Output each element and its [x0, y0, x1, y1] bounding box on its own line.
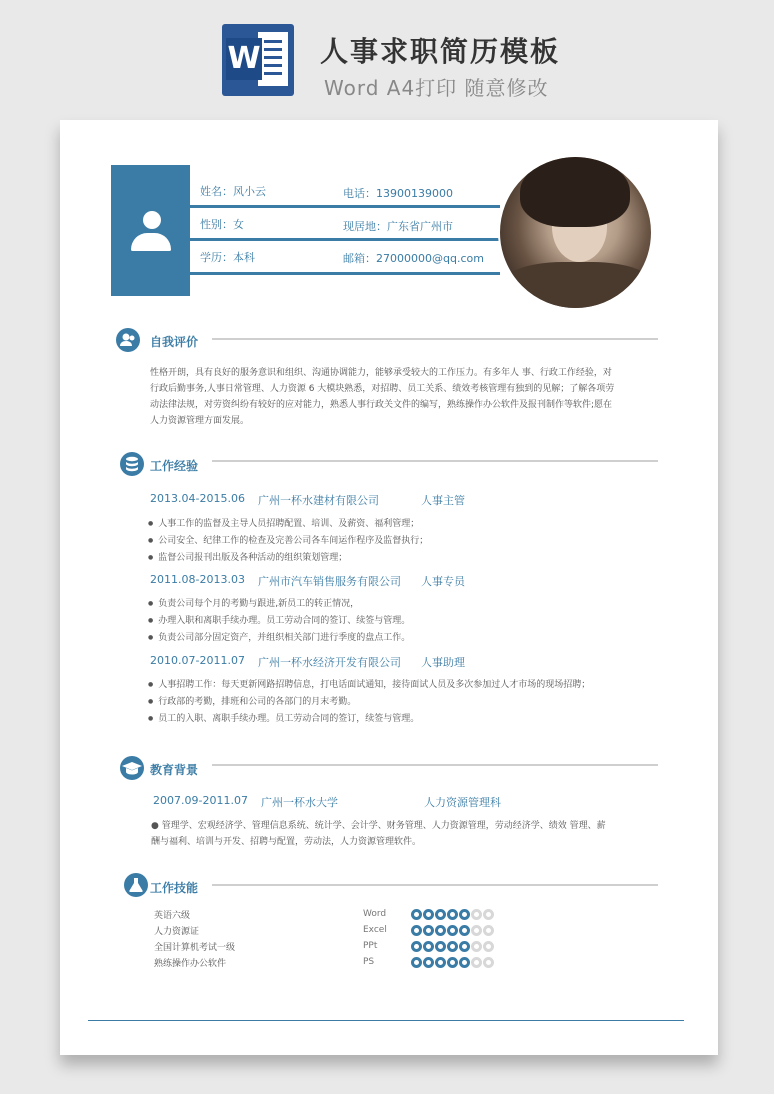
self-eval-line: 行政后勤事务,人事日常管理、人力资源 6 大模块熟悉，对招聘、员工关系、绩效考核管理有独到的见解；了解各项劳: [150, 384, 615, 394]
info-divider: [190, 238, 500, 241]
edu-period: 2007.09-2011.07: [153, 794, 248, 807]
courses-line: 酬与福利、培训与开发、招聘与配置，劳动法，人力资源管理软件。: [151, 837, 422, 847]
flask-icon: [124, 873, 148, 897]
rating-dot-filled: [435, 925, 446, 936]
rating-dot-filled: [423, 941, 434, 952]
footer-divider: [88, 1020, 684, 1021]
word-logo-letter: W: [226, 38, 262, 80]
rating-row: [411, 938, 495, 954]
job-role: 人事助理: [421, 656, 465, 669]
banner: [0, 0, 774, 110]
banner-subtitle: Word A4打印 随意修改: [324, 76, 549, 100]
rating-dot-filled: [411, 909, 422, 920]
job-company: 广州市汽车销售服务有限公司: [258, 575, 401, 588]
person-icon: [131, 211, 171, 251]
rating-dot-empty: [471, 909, 482, 920]
software-list: [363, 906, 387, 970]
self-eval-line: 性格开朗，具有良好的服务意识和组织、沟通协调能力，能够承受较大的工作压力。有多年人 事、行政工作经验，对: [150, 368, 612, 378]
list-item: ● 监督公司报刊出版及各种活动的组织策划管理；: [148, 550, 428, 567]
software-name: Word: [363, 909, 387, 919]
gender-field: 性别：女: [200, 218, 244, 231]
education-field: 学历：本科: [200, 251, 255, 264]
rating-dot-filled: [447, 925, 458, 936]
rating-dot-empty: [483, 957, 494, 968]
self-eval-text: [150, 365, 635, 429]
rating-dot-filled: [459, 925, 470, 936]
certificates-list: [154, 908, 235, 972]
section-divider: [212, 764, 658, 766]
section-title-work: 工作经验: [150, 459, 199, 473]
list-item: 全国计算机考试一级: [154, 943, 236, 953]
job-company: 广州一杯水建材有限公司: [258, 494, 379, 507]
resume-page: [60, 120, 718, 1055]
list-item: ● 负责公司部分固定资产，并组织相关部门进行季度的盘点工作。: [148, 630, 410, 647]
job-period: 2010.07-2011.07: [150, 654, 245, 667]
rating-row: [411, 954, 495, 970]
rating-dot-empty: [471, 925, 482, 936]
rating-dot-filled: [411, 941, 422, 952]
word-logo-icon: [222, 24, 294, 96]
location-field: 现居地：广东省广州市: [343, 220, 453, 233]
phone-field: 电话：13900139000: [343, 187, 453, 200]
job-role: 人事专员: [421, 575, 465, 588]
rating-dot-empty: [471, 941, 482, 952]
job-role: 人事主管: [421, 494, 465, 507]
job-duties: [148, 596, 410, 647]
rating-dot-empty: [483, 909, 494, 920]
database-icon: [120, 452, 144, 476]
edu-major: 人力资源管理科: [424, 796, 501, 809]
list-item: ● 行政部的考勤，排班和公司的各部门的月末考勤。: [148, 694, 590, 711]
rating-dot-filled: [423, 957, 434, 968]
job-company: 广州一杯水经济开发有限公司: [258, 656, 401, 669]
job-duties: [148, 516, 428, 567]
rating-dot-filled: [411, 925, 422, 936]
rating-dot-empty: [483, 925, 494, 936]
education-courses: [151, 818, 641, 850]
rating-dot-filled: [447, 941, 458, 952]
email-field: 邮箱：27000000@qq.com: [343, 252, 484, 265]
rating-dot-filled: [435, 957, 446, 968]
section-divider: [212, 884, 658, 886]
user-badge-icon: [116, 328, 140, 352]
rating-dot-filled: [459, 909, 470, 920]
job-period: 2013.04-2015.06: [150, 492, 245, 505]
info-divider: [190, 205, 500, 208]
courses-line: ● 管理学、宏观经济学、管理信息系统、统计学、会计学、财务管理、人力资源管理，劳动经济学、绩效 管理、薪: [151, 821, 606, 831]
section-title-education: 教育背景: [150, 763, 199, 777]
section-title-skills: 工作技能: [150, 881, 199, 895]
rating-dot-filled: [435, 941, 446, 952]
skill-ratings: [411, 906, 495, 970]
rating-row: [411, 906, 495, 922]
profile-photo: [498, 155, 653, 310]
software-name: Excel: [363, 925, 387, 935]
job-duties: [148, 677, 590, 728]
list-item: ● 办理入职和离职手续办理。员工劳动合同的签订、续签与管理。: [148, 613, 410, 630]
section-title-self-eval: 自我评价: [150, 335, 199, 349]
rating-dot-filled: [423, 925, 434, 936]
graduation-cap-icon: [120, 756, 144, 780]
list-item: 人力资源证: [154, 927, 200, 937]
info-divider: [190, 272, 500, 275]
self-eval-line: 动法律法规，对劳资纠纷有较好的应对能力，熟悉人事行政关文件的编写，熟练操作办公软件及报刊制作等软件;愿在: [150, 400, 613, 410]
banner-title: 人事求职简历模板: [320, 35, 561, 68]
name-field: 姓名：风小云: [200, 185, 266, 198]
rating-dot-filled: [411, 957, 422, 968]
self-eval-line: 人力资源管理方面发展。: [150, 416, 250, 426]
avatar-placeholder: [111, 165, 190, 296]
software-name: PS: [363, 957, 375, 967]
rating-dot-filled: [435, 909, 446, 920]
list-item: ● 负责公司每个月的考勤与跟进,新员工的转正情况，: [148, 596, 410, 613]
edu-school: 广州一杯水大学: [261, 796, 338, 809]
rating-dot-empty: [471, 957, 482, 968]
job-period: 2011.08-2013.03: [150, 573, 245, 586]
rating-dot-filled: [459, 957, 470, 968]
list-item: ● 人事工作的监督及主导人员招聘配置、培训、及薪资、福利管理；: [148, 516, 428, 533]
rating-dot-filled: [423, 909, 434, 920]
rating-row: [411, 922, 495, 938]
rating-dot-filled: [447, 957, 458, 968]
list-item: ● 公司安全、纪律工作的检查及完善公司各车间运作程序及监督执行；: [148, 533, 428, 550]
list-item: 熟练操作办公软件: [154, 959, 227, 969]
list-item: 英语六级: [154, 911, 191, 921]
section-divider: [212, 460, 658, 462]
rating-dot-empty: [483, 941, 494, 952]
section-divider: [212, 338, 658, 340]
software-name: PPt: [363, 941, 378, 951]
rating-dot-filled: [447, 909, 458, 920]
rating-dot-filled: [459, 941, 470, 952]
list-item: ● 人事招聘工作：每天更新网路招聘信息，打电话面试通知，接待面试人员及多次参加过人才市场的现场招聘；: [148, 677, 590, 694]
list-item: ● 员工的入职、离职手续办理。员工劳动合同的签订，续签与管理。: [148, 711, 590, 728]
